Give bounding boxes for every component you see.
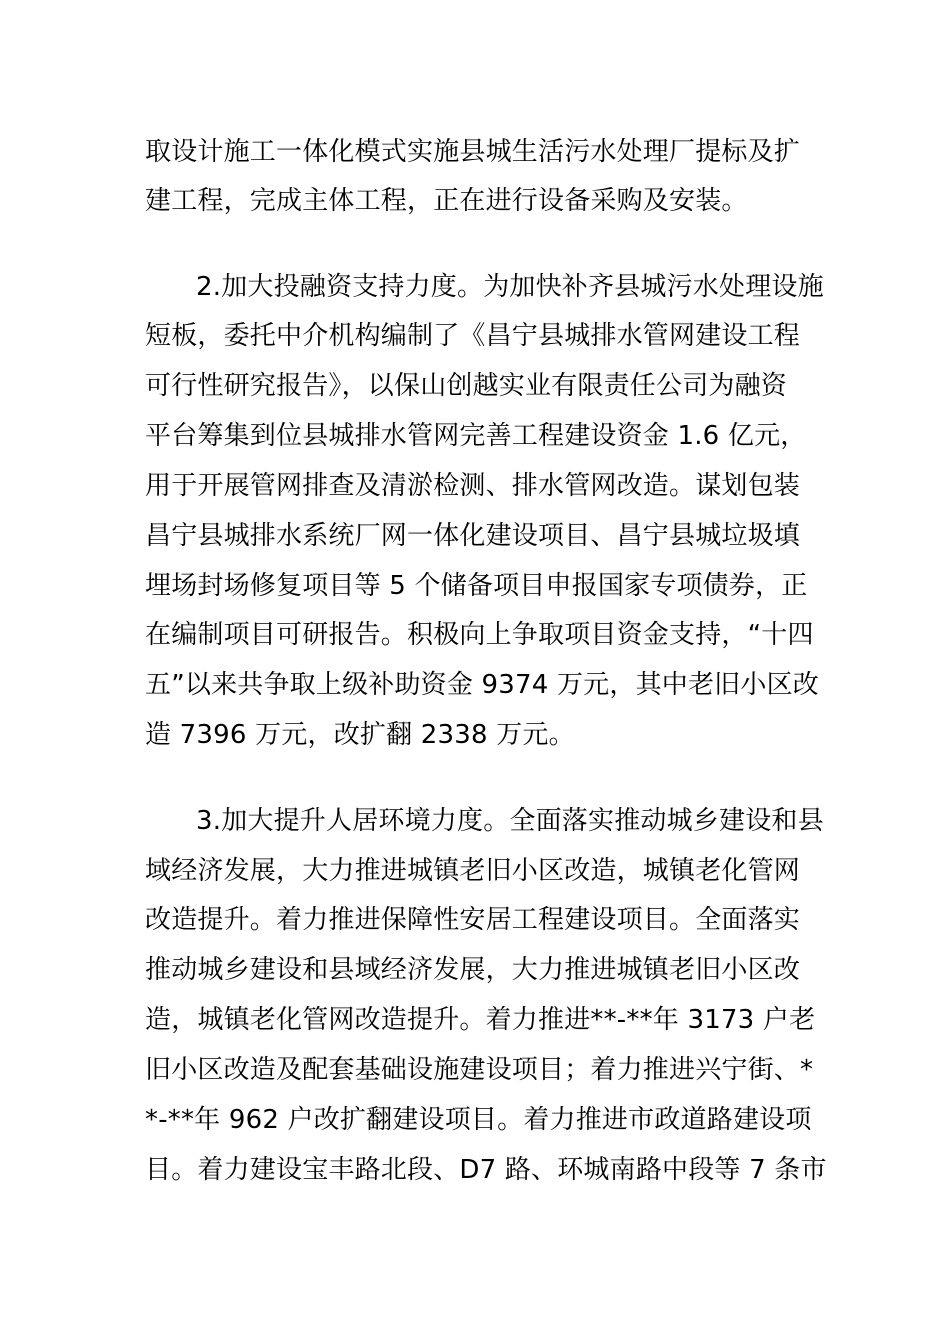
- paragraph-line: 改造提升。着力推进保障性安居工程建设项目。全面落实: [145, 905, 801, 935]
- paragraph-line: 在编制项目可研报告。积极向上争取项目资金支持，“十四: [145, 620, 814, 650]
- paragraph-line: 取设计施工一体化模式实施县城生活污水处理厂提标及扩: [145, 137, 801, 167]
- paragraph-line: 平台筹集到位县城排水管网完善工程建设资金 1.6 亿元，: [145, 421, 807, 451]
- paragraph-line: 可行性研究报告》，以保山创越实业有限责任公司为融资: [145, 371, 788, 401]
- paragraph-line: *-**年 962 户改扩翻建设项目。着力推进市政道路建设项: [145, 1105, 812, 1135]
- paragraph-line: 昌宁县城排水系统厂网一体化建设项目、昌宁县城垃圾填: [145, 521, 801, 551]
- paragraph-line: 3.加大提升人居环境力度。全面落实推动城乡建设和县: [196, 806, 824, 836]
- paragraph-line: 短板，委托中介机构编制了《昌宁县城排水管网建设工程: [145, 321, 801, 351]
- paragraph-line: 2.加大投融资支持力度。为加快补齐县城污水处理设施: [196, 272, 824, 302]
- paragraph-line: 埋场封场修复项目等 5 个储备项目申报国家专项债券，正: [145, 571, 808, 601]
- paragraph-line: 建工程，完成主体工程，正在进行设备采购及安装。: [145, 186, 748, 216]
- paragraph-line: 造 7396 万元，改扩翻 2338 万元。: [145, 720, 575, 750]
- paragraph-line: 域经济发展，大力推进城镇老旧小区改造，城镇老化管网: [145, 856, 801, 886]
- paragraph-line: 推动城乡建设和县域经济发展，大力推进城镇老旧小区改: [145, 955, 801, 985]
- paragraph-line: 旧小区改造及配套基础设施建设项目；着力推进兴宁街、*: [145, 1055, 814, 1085]
- paragraph-line: 目。着力建设宝丰路北段、D7 路、环城南路中段等 7 条市: [145, 1155, 827, 1185]
- paragraph-line: 五”以来共争取上级补助资金 9374 万元，其中老旧小区改: [145, 670, 819, 700]
- paragraph-line: 造，城镇老化管网改造提升。着力推进**-**年 3173 户老: [145, 1005, 816, 1035]
- paragraph-line: 用于开展管网排查及清淤检测、排水管网改造。谋划包装: [145, 471, 801, 501]
